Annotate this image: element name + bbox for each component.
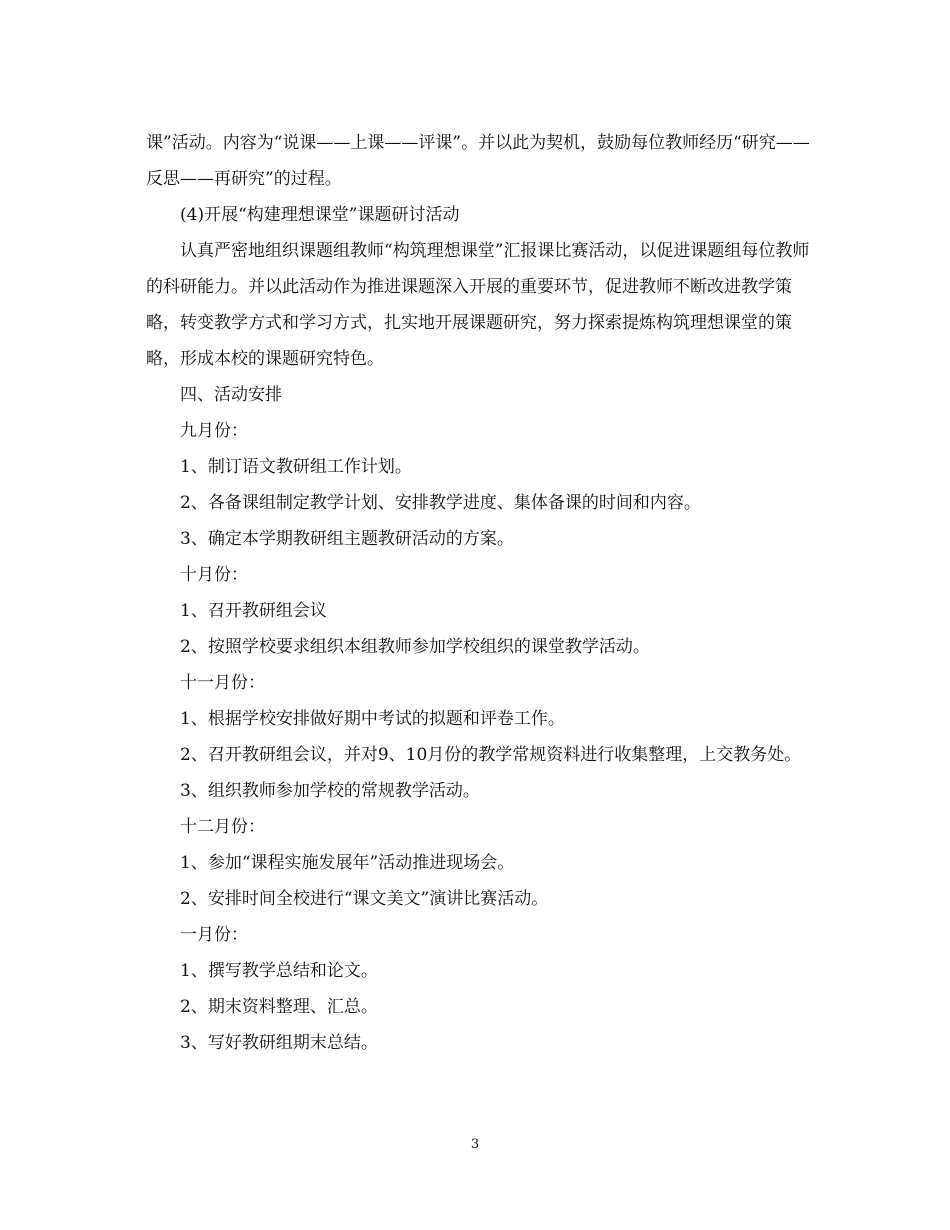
list-item: 1、制订语文教研组工作计划。 (180, 457, 412, 477)
list-item: 3、写好教研组期末总结。 (180, 1033, 378, 1053)
list-item: 2、各备课组制定教学计划、安排教学进度、集体备课的时间和内容。 (180, 493, 701, 513)
paragraph-activity-continued: 课”活动。内容为“说课——上课——评课”。并以此为契机，鼓励每位教师经历“研究——反思——再研究”的过程。 (146, 133, 810, 189)
list-item: 2、召开教研组会议，并对9、10月份的教学常规资料进行收集整理，上交教务处。 (180, 745, 802, 765)
list-item: 3、组织教师参加学校的常规教学活动。 (180, 781, 480, 801)
month-heading-december: 十二月份： (180, 817, 265, 837)
list-item: 1、召开教研组会议 (180, 601, 327, 621)
section-heading-schedule: 四、活动安排 (180, 385, 282, 405)
list-item: 2、按照学校要求组织本组教师参加学校组织的课堂教学活动。 (180, 637, 650, 657)
month-heading-september: 九月份： (180, 421, 248, 441)
list-item: 1、参加“课程实施发展年”活动推进现场会。 (180, 853, 515, 873)
paragraph-heading-ideal-classroom: (4)开展“构建理想课堂”课题研讨活动 (180, 205, 460, 225)
paragraph-research-activity: 认真严密地组织课题组教师“构筑理想课堂”汇报课比赛活动，以促进课题组每位教师的科研能力。并以此活动作为推进课题深入开展的重要环节，促进教师不断改进教学策略，转变教学方式和学习方式，扎实地开展课题研究，努力探索提炼构筑理想课堂的策略，形成本校的课题研究特色。 (146, 241, 810, 369)
month-heading-november: 十一月份： (180, 673, 265, 693)
list-item: 3、确定本学期教研组主题教研活动的方案。 (180, 529, 514, 549)
month-heading-october: 十月份： (180, 565, 248, 585)
list-item: 1、撰写教学总结和论文。 (180, 961, 378, 981)
page-number: 3 (470, 1137, 480, 1152)
list-item: 1、根据学校安排做好期中考试的拟题和评卷工作。 (180, 709, 565, 729)
list-item: 2、期末资料整理、汇总。 (180, 997, 378, 1017)
month-heading-january: 一月份： (180, 925, 248, 945)
list-item: 2、安排时间全校进行“课文美文”演讲比赛活动。 (180, 889, 549, 909)
document-body (146, 125, 810, 1061)
